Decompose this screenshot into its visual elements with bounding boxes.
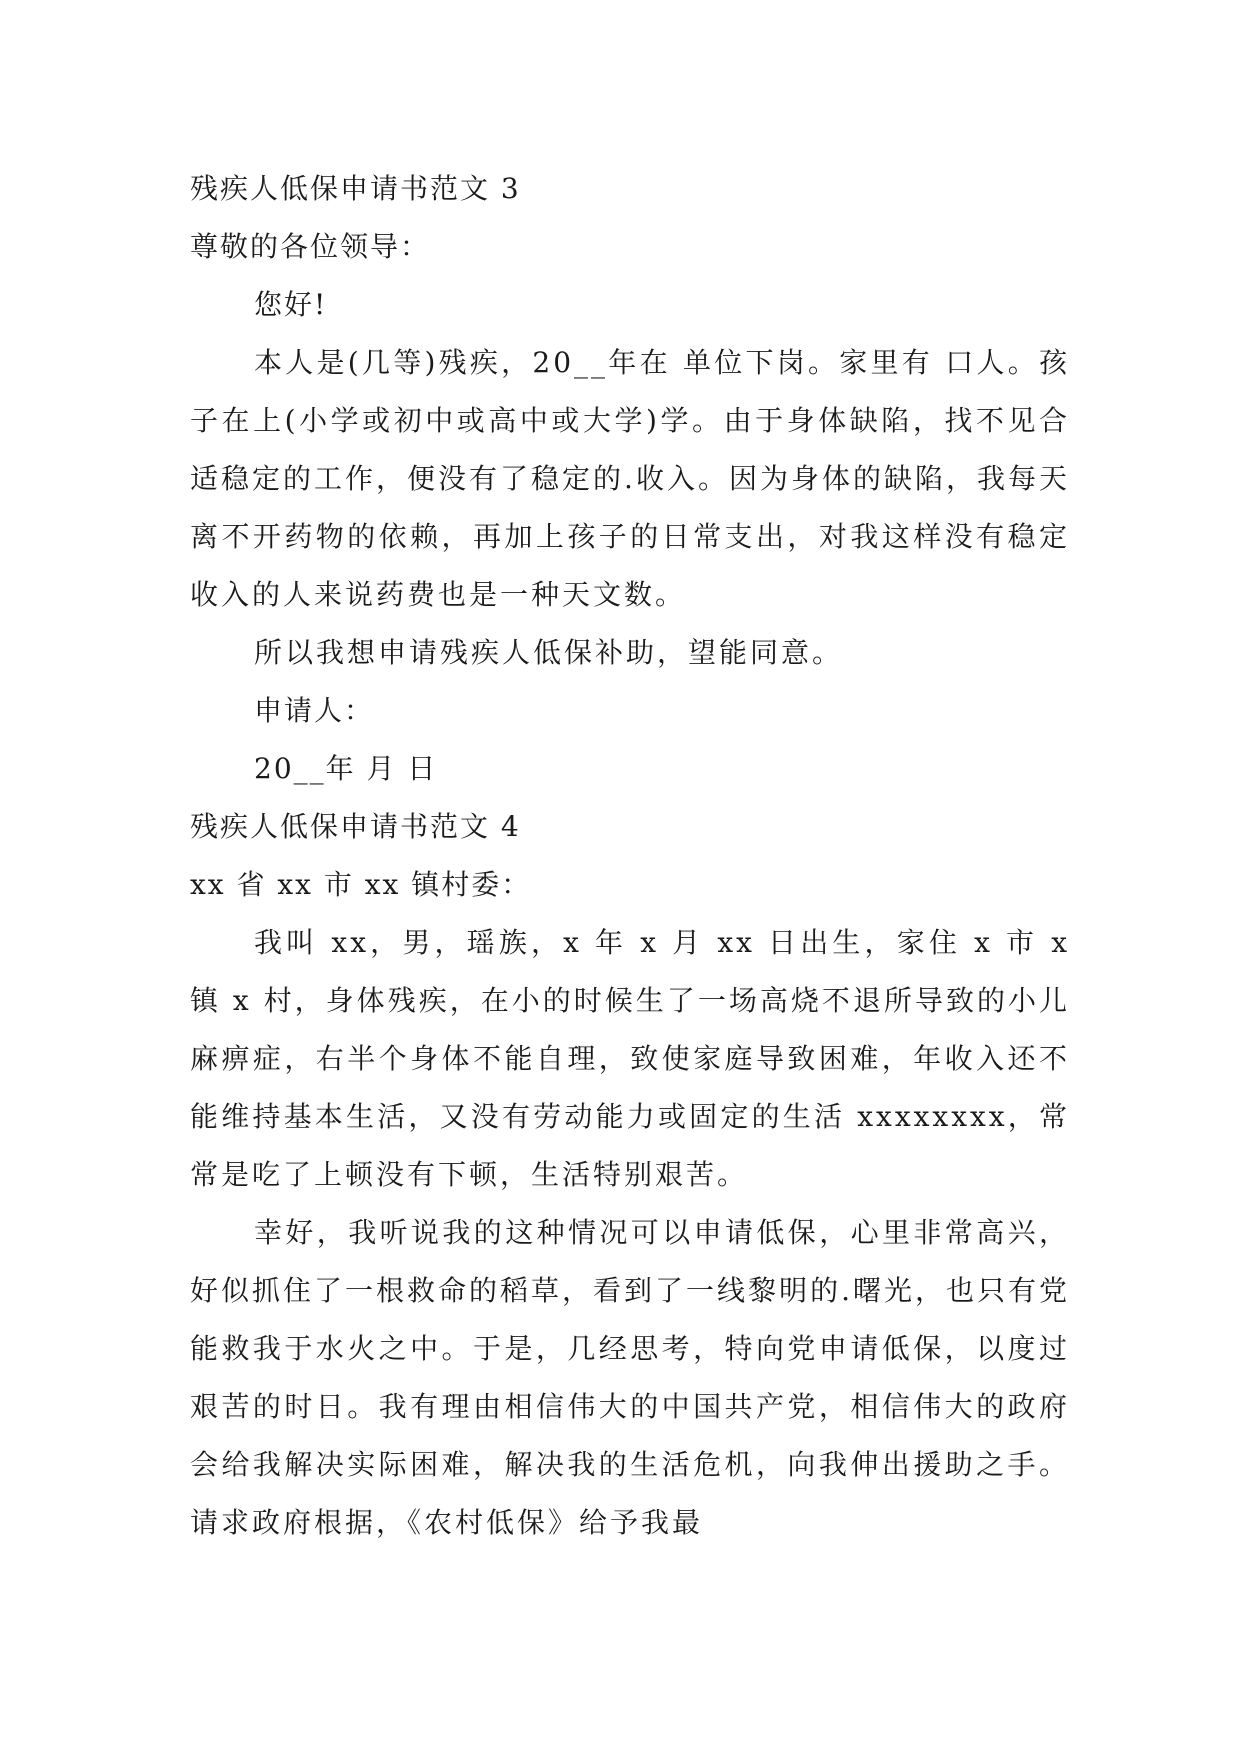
section-3-paragraph-1: 本人是(几等)残疾，20__年在 单位下岗。家里有 口人。孩子在上(小学或初中或高中或大学)学。由于身体缺陷，找不见合适稳定的工作，便没有了稳定的.收入。因为身体的缺陷，我每天离不开药物的依赖，再加上孩子的日常支出，对我这样没有稳定收入的人来说药费也是一种天文数。 [190, 346, 1070, 611]
section-4-paragraph-2: 幸好，我听说我的这种情况可以申请低保，心里非常高兴，好似抓住了一根救命的稻草，看到了一线黎明的.曙光，也只有党能救我于水火之中。于是，几经思考，特向党申请低保，以度过艰苦的时日。我有理由相信伟大的中国共产党，相信伟大的政府会给我解决实际困难，解决我的生活危机，向我伸出援助之手。请求政府根据，《农村低保》给予我最 [190, 1216, 1070, 1539]
section-3-date: 20__年 月 日 [254, 752, 438, 785]
section-3-salutation: 尊敬的各位领导： [190, 230, 431, 263]
section-3-applicant: 申请人： [254, 694, 375, 727]
document-page [190, 160, 1070, 1552]
section-3-paragraph-2: 所以我想申请残疾人低保补助，望能同意。 [254, 636, 844, 669]
section-4-title: 残疾人低保申请书范文 4 [190, 810, 521, 843]
section-3-title: 残疾人低保申请书范文 3 [190, 172, 521, 205]
section-3-greeting: 您好! [254, 288, 328, 321]
section-4-paragraph-1: 我叫 xx，男，瑶族，x 年 x 月 xx 日出生，家住 x 市 x 镇 x 村，身体残疾，在小的时候生了一场高烧不退所导致的小儿麻痹症，右半个身体不能自理，致使家庭导致困难，年收入还不能维持基本生活，又没有劳动能力或固定的生活 xxxxxxxx，常常是吃了上顿没有下顿，生活特别艰苦。 [190, 926, 1070, 1191]
section-4-salutation: xx 省 xx 市 xx 镇村委： [190, 868, 532, 901]
